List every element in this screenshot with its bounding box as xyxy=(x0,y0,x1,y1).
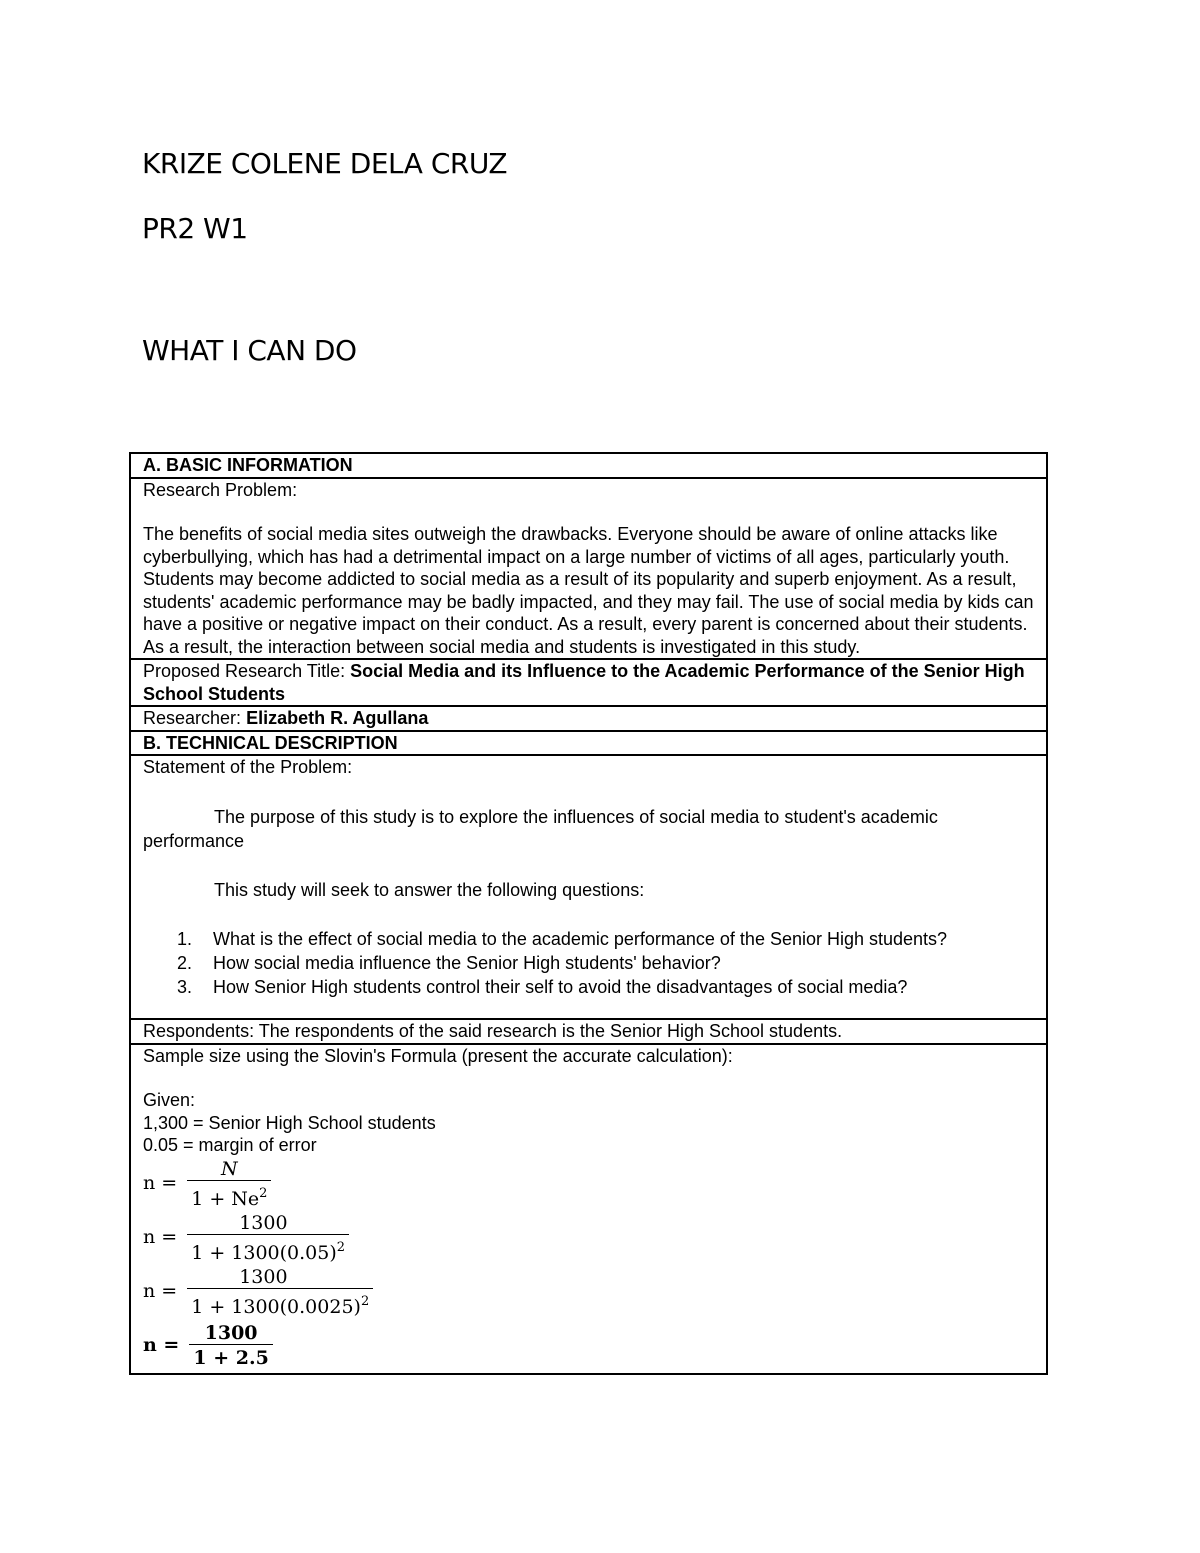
equation-denominator: 1 + 2.5 xyxy=(189,1344,272,1369)
question-number: 3. xyxy=(177,977,193,997)
equation-denominator: $1 + 1300(0.0025)^2$ xyxy=(187,1288,373,1318)
researcher-cell xyxy=(130,706,1047,731)
equation-numerator: 1300 xyxy=(239,1265,288,1288)
technical-desc-heading: B. TECHNICAL DESCRIPTION xyxy=(130,731,1047,756)
equation-fraction xyxy=(189,1322,272,1369)
question-text: How social media influence the Senior High students' behavior? xyxy=(213,953,721,973)
researcher-row xyxy=(130,706,1047,731)
research-question xyxy=(143,951,1034,975)
slovin-substitution-equation xyxy=(143,1211,1034,1265)
subject-code: PR2 W1 xyxy=(142,212,248,245)
question-number: 1. xyxy=(177,929,193,949)
statement-label: Statement of the Problem: xyxy=(143,757,353,777)
equation-exponent: 2 xyxy=(360,1293,370,1309)
section-heading: WHAT I CAN DO xyxy=(142,334,357,367)
research-title-row xyxy=(130,659,1047,706)
research-title-value: Social Media and its Influence to the Academic Performance of the Senior High School Students xyxy=(143,661,1025,704)
respondents-row xyxy=(130,1019,1047,1044)
research-title-label: Proposed Research Title: xyxy=(143,661,346,681)
sample-size-label: Sample size using the Slovin's Formula (present the accurate calculation): xyxy=(143,1045,733,1066)
equation-lhs: n = xyxy=(143,1280,178,1303)
equation-exponent: 2 xyxy=(259,1185,268,1201)
sample-size-row xyxy=(130,1044,1047,1374)
research-problem-cell xyxy=(130,478,1047,660)
basic-info-header-row xyxy=(130,453,1047,478)
basic-info-heading: A. BASIC INFORMATION xyxy=(130,453,1047,478)
statement-row xyxy=(130,755,1047,1019)
respondents-cell: Respondents: The respondents of the said research is the Senior High School students. xyxy=(130,1019,1047,1044)
technical-desc-header-row xyxy=(130,731,1047,756)
researcher-name: Elizabeth R. Agullana xyxy=(246,708,429,728)
slovin-simplified-equation xyxy=(143,1319,1034,1373)
research-questions-list xyxy=(143,927,1034,999)
equation-lhs: n = xyxy=(143,1172,178,1195)
given-population: 1,300 = Senior High School students xyxy=(143,1112,436,1133)
question-text: How Senior High students control their self to avoid the disadvantages of social media? xyxy=(213,977,908,997)
questions-intro: This study will seek to answer the following questions: xyxy=(214,879,645,900)
question-number: 2. xyxy=(177,953,193,973)
equation-lhs: n = xyxy=(143,1334,180,1357)
student-name: KRIZE COLENE DELA CRUZ xyxy=(142,147,508,180)
research-problem-text: The benefits of social media sites outweigh the drawbacks. Everyone should be aware of online attacks like cyberbullying, which has had a detrimental impact on a large number of victims of all ages, particularly youth. Students may become addicted to social media as a result of its popularity and superb enjoyment. As a result, students' academic performance may be badly impacted, and they may fail. The use of social media by kids can have a positive or negative impact on their conduct. As a result, every parent is concerned about their students. As a result, the interaction between social media and students is investigated in this study. xyxy=(143,524,1034,657)
equation-denominator: $1 + 1300(0.05)^2$ xyxy=(187,1234,349,1264)
researcher-label: Researcher: xyxy=(143,708,242,728)
equation-fraction xyxy=(187,1212,349,1264)
equation-fraction xyxy=(187,1266,373,1318)
equation-fraction xyxy=(187,1158,271,1210)
equation-denominator: $1 + Ne^2$ xyxy=(187,1180,271,1210)
slovin-squared-equation xyxy=(143,1265,1034,1319)
research-title-cell xyxy=(130,659,1047,706)
sample-size-cell xyxy=(130,1044,1047,1374)
question-text: What is the effect of social media to the academic performance of the Senior High students? xyxy=(213,929,948,949)
equation-numerator: 1300 xyxy=(204,1322,258,1344)
given-margin-of-error: 0.05 = margin of error xyxy=(143,1135,317,1155)
equation-lhs: n = xyxy=(143,1226,178,1249)
research-question xyxy=(143,975,1034,999)
research-problem-label: Research Problem: xyxy=(143,479,298,500)
statement-purpose: The purpose of this study is to explore the influences of social media to student's academic performance xyxy=(143,806,938,851)
statement-cell xyxy=(130,755,1047,1019)
equation-exponent: 2 xyxy=(336,1239,346,1255)
research-question xyxy=(143,927,1034,951)
slovin-formula xyxy=(143,1157,1034,1211)
research-form-table xyxy=(129,452,1048,1375)
equation-numerator: N xyxy=(221,1157,238,1180)
research-problem-row xyxy=(130,478,1047,660)
equation-numerator: 1300 xyxy=(239,1211,288,1234)
given-label: Given: xyxy=(143,1090,196,1110)
